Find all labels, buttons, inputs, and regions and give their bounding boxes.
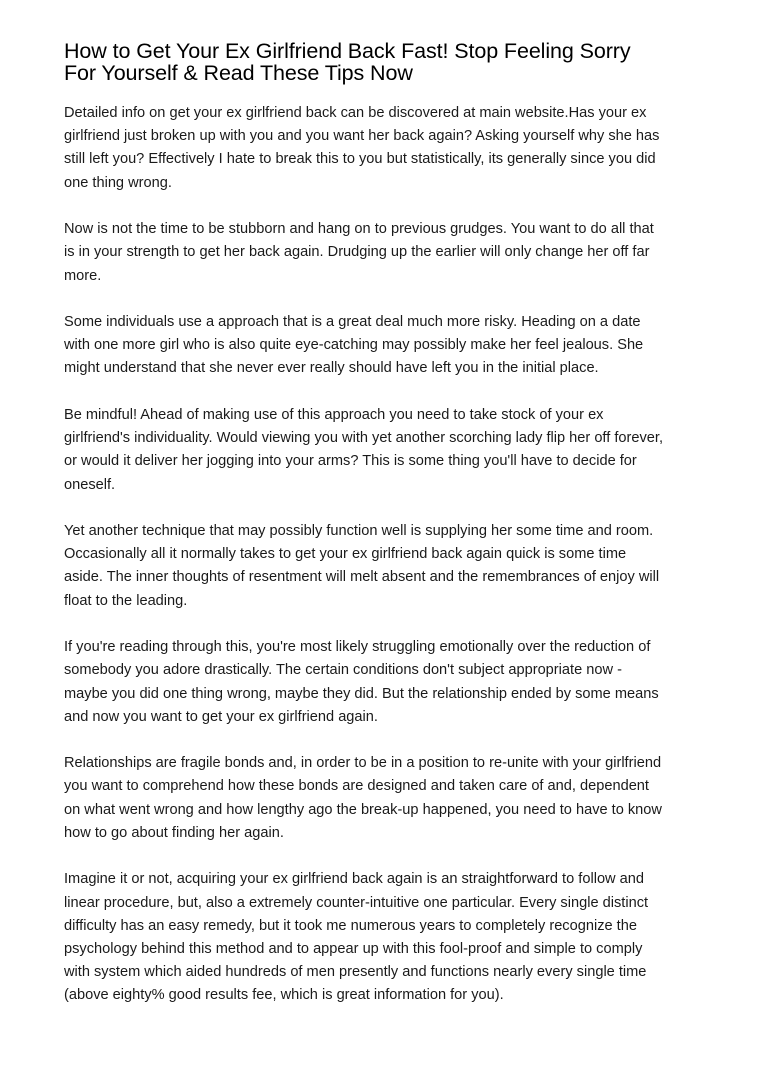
paragraph-5: Yet another technique that may possibly function well is supplying her some time and room. Occasionally all it normally takes to get your ex girlfriend back again quick is some time aside. The inner thoughts of resentment will melt absent and the remembrances of enjoy will float to the leading. (64, 523, 660, 609)
paragraph-8: Imagine it or not, acquiring your ex girlfriend back again is an straightforward to follow and linear procedure, but, also a extremely counter-intuitive one particular. Every single distinct difficulty has an easy remedy, but it took me numerous years to completely recognize the psychology behind this method and to appear up with this fool-proof and simple to comply with system which aided hundreds of men presently and functions nearly every single time (above eighty% good results fee, which is great information for you). (64, 871, 649, 1004)
paragraph-6: If you're reading through this, you're most likely struggling emotionally over the reduction of somebody you adore drastically. The certain conditions don't subject appropriate now - maybe you did one thing wrong, maybe they did. But the relationship ended by some means and now you want to get your ex girlfriend again. (64, 639, 659, 725)
paragraph-4: Be mindful! Ahead of making use of this approach you need to take stock of your ex girlfriend's individuality. Would viewing you with yet another scorching lady flip her off forever, or would it deliver her jogging into your arms? This is some thing you'll have to decide for oneself. (64, 406, 663, 493)
paragraph-3: Some individuals use a approach that is a great deal much more risky. Heading on a date with one more girl who is also quite eye-catching may possibly make her feel jealous. She might understand that she never ever really should have left you in the initial place. (64, 314, 644, 377)
document-title: How to Get Your Ex Girlfriend Back Fast! Stop Feeling Sorry For Yourself & Read These Tips Now (64, 39, 631, 85)
paragraph-2: Now is not the time to be stubborn and hang on to previous grudges. You want to do all that is in your strength to get her back again. Drudging up the earlier will only change her off far more. (64, 221, 654, 284)
paragraph-1: Detailed info on get your ex girlfriend back can be discovered at main website.Has your ex girlfriend just broken up with you and you want her back again? Asking yourself why she has still left you? Effectively I hate to break this to you but statistically, its generally since you did one thing wrong. (64, 105, 660, 191)
paragraph-7: Relationships are fragile bonds and, in order to be in a position to re-unite with your girlfriend you want to comprehend how these bonds are designed and taken care of and, dependent on what went wrong and how lengthy ago the break-up happened, you need to have to know how to go about finding her again. (64, 755, 662, 841)
document-page (64, 40, 712, 1008)
